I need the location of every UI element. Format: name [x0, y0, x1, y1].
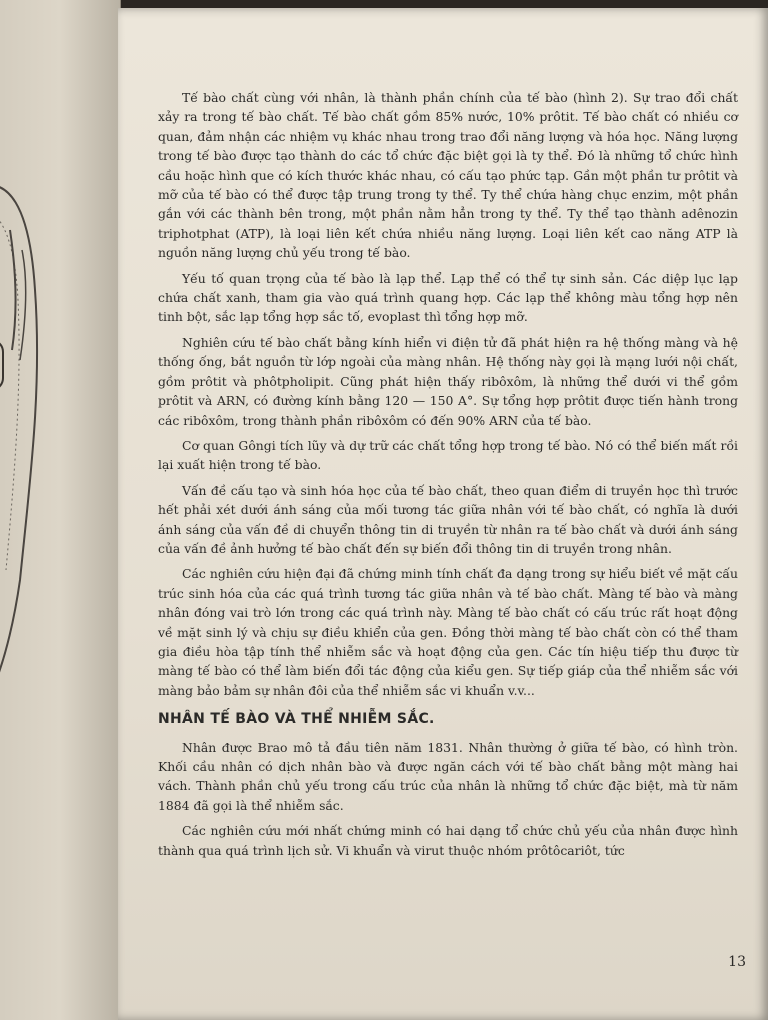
- section-heading: NHÂN TẾ BÀO VÀ THỂ NHIỄM SẮC.: [158, 711, 435, 728]
- paragraph: Cơ quan Gôngi tích lũy và dự trữ các chất tổng hợp trong tế bào. Nó có thể biến mất rồi lại xuất hiện trong tế bào.: [158, 437, 738, 473]
- paragraph: Nghiên cứu tế bào chất bằng kính hiển vi điện tử đã phát hiện ra hệ thống màng và hệ thống ống, bắt nguồn từ lớp ngoài của màng nhân. Hệ thống này gọi là mạng lưới nội chất, gồm prôtit và phôtpholipit. Cũng phát hiện thấy ribôxôm, là những thể dưới vi thể gồm prôtit và ARN, có đường kính bằng 120 — 150 A°. Sự tổng hợp prôtit được tiến hành trong các ribôxôm, trong thành phần ribôxôm có đến 90% ARN của tế bào.: [158, 334, 738, 428]
- paragraph: Các nghiên cứu mới nhất chứng minh có hai dạng tổ chức chủ yếu của nhân được hình thành qua quá trình lịch sử. Vi khuẩn và virut thuộc nhóm prôtôcariôt, tức: [158, 823, 738, 858]
- cell-illustration: [0, 150, 80, 730]
- page-body: [158, 88, 738, 866]
- facing-page: [0, 0, 121, 1020]
- paragraph: Nhân được Brao mô tả đầu tiên năm 1831. Nhân thường ở giữa tế bào, có hình tròn. Khối cầu nhân có dịch nhân bào và được ngăn cách với tế bào chất bằng một màng hai vách. Thành phần chủ yếu trong cấu trúc của nhân là những tổ chức đặc biệt, mà từ năm 1884 đã gọi là thể nhiễm sắc.: [158, 739, 738, 813]
- page-number: 13: [728, 954, 746, 970]
- book-page: [118, 8, 768, 1020]
- paragraph: Các nghiên cứu hiện đại đã chứng minh tính chất đa dạng trong sự hiểu biết về mặt cấu trúc sinh hóa của các quá trình tương tác giữa nhân và tế bào chất. Màng tế bào và màng nhân đóng vai trò lớn trong các quá trình này. Màng tế bào chất có cấu trúc rất hoạt động về mặt sinh lý và chịu sự điều khiển của gen. Đồng thời màng tế bào chất còn có thể tham gia điều hòa tập tính thể nhiễm sắc và hoạt động của gen. Các tín hiệu tiếp thu được từ màng tế bào có thể làm biến đổi tác động của kiểu gen. Sự tiếp giáp của thể nhiễm sắc với màng bảo bảm sự nhân đôi của thể nhiễm sắc vi khuẩn v.v...: [158, 566, 738, 698]
- paragraph: Vấn đề cấu tạo và sinh hóa học của tế bào chất, theo quan điểm di truyền học thì trước hết phải xét dưới ánh sáng của mối tương tác giữa nhân với tế bào chất, có nghĩa là dưới ánh sáng của vấn đề di chuyển thông tin di truyền từ nhân ra tế bào chất và dưới ánh sáng của vấn đề ảnh hưởng tế bào chất đến sự biến đổi thông tin di truyền trong nhân.: [158, 482, 738, 556]
- paragraph: Tế bào chất cùng với nhân, là thành phần chính của tế bào (hình 2). Sự trao đổi chất xảy ra trong tế bào chất. Tế bào chất gồm 85% nước, 10% prôtit. Tế bào chất có nhiều cơ quan, đảm nhận các nhiệm vụ khác nhau trong trao đổi năng lượng và hóa học. Năng lượng trong tế bào được tạo thành do các tổ chức đặc biệt gọi là ty thể. Đó là những tổ chức hình cầu hoặc hình que có kích thước khác nhau, có cấu tạo phức tạp. Gần một phần tư prôtit và mỡ của tế bào có thể được tập trung trong ty thể. Ty thể chứa hàng chục enzim, một phần gắn với các thành bên trong, một phần nằm hẳn trong ty thể. Ty thể tạo thành adênozin triphotphat (ATP), là loại liên kết chứa nhiều năng lượng. Loại liên kết cao năng ATP là nguồn năng lượng chủ yếu trong tế bào.: [158, 90, 738, 261]
- paragraph: Yếu tố quan trọng của tế bào là lạp thể. Lạp thể có thể tự sinh sản. Các diệp lục lạp chứa chất xanh, tham gia vào quá trình quang hợp. Các lạp thể không màu tổng hợp nên tinh bột, sắc lạp tổng hợp sắc tố, evoplast thì tổng hợp mỡ.: [158, 270, 738, 325]
